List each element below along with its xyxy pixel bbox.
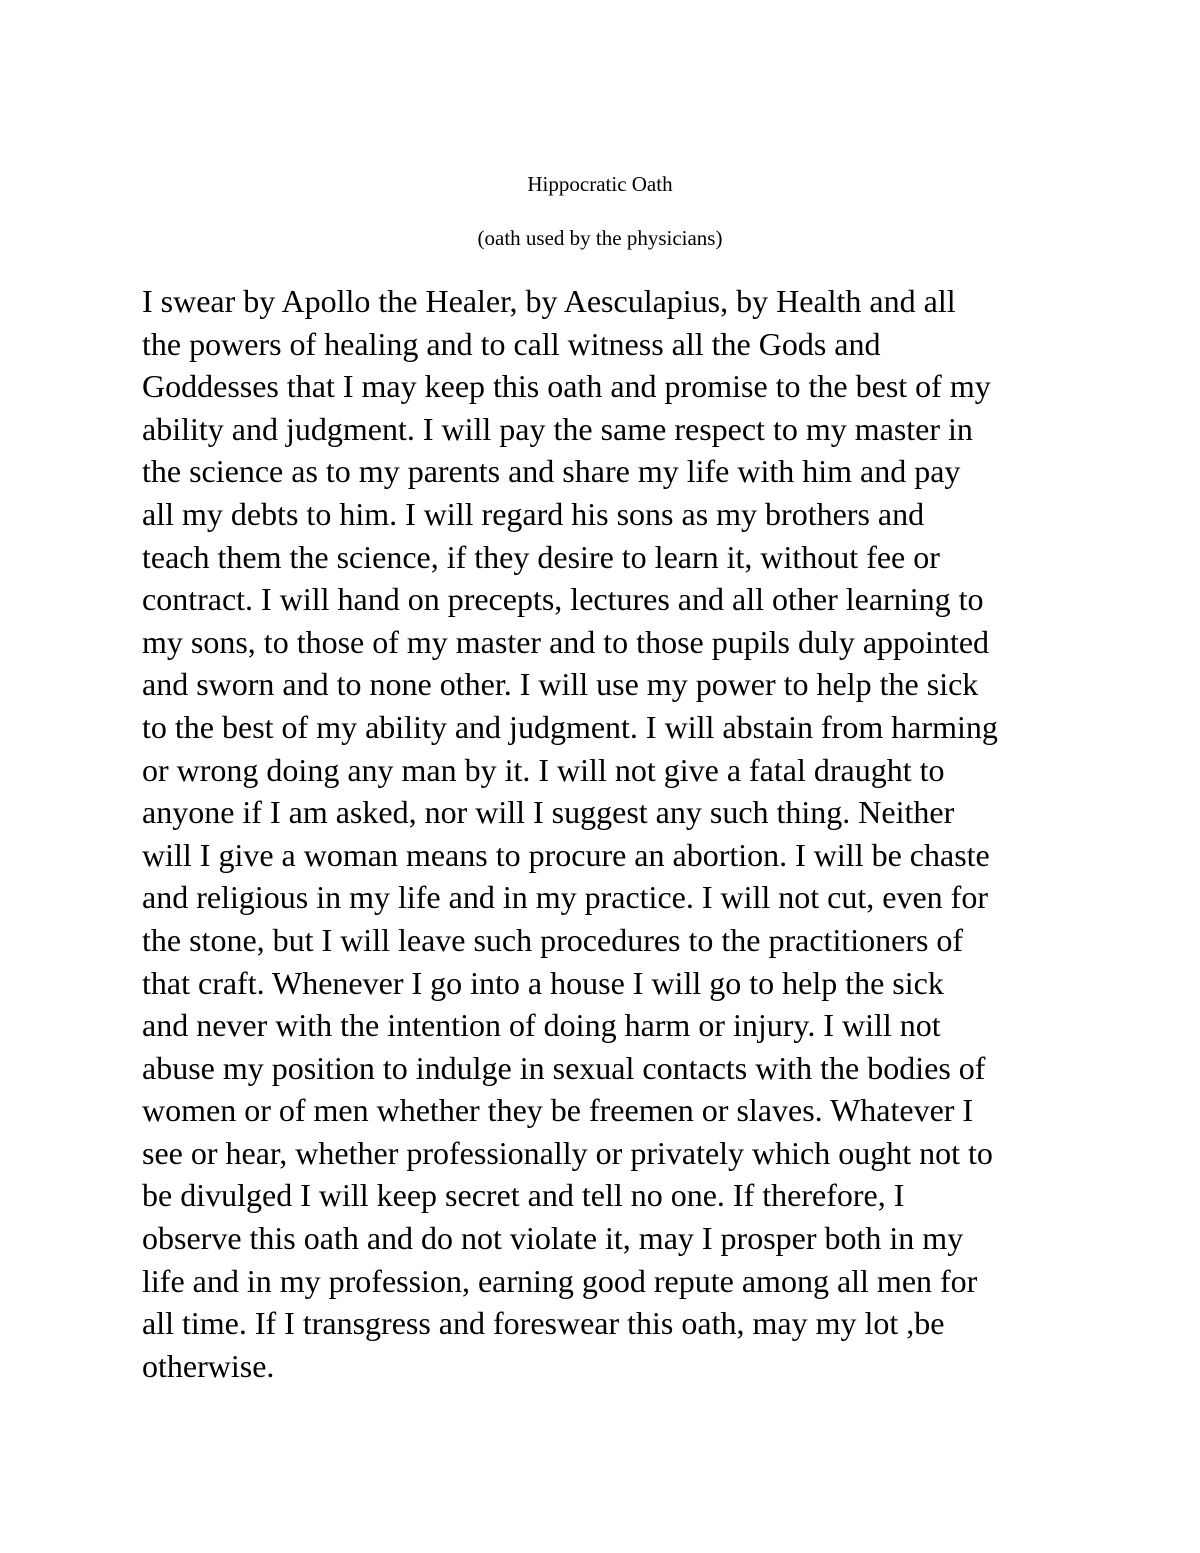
oath-line: will I give a woman means to procure an abortion. I will be chaste	[142, 836, 990, 873]
oath-line: that craft. Whenever I go into a house I will go to help the sick	[142, 964, 944, 1001]
oath-line: I swear by Apollo the Healer, by Aesculapius, by Health and all	[142, 283, 956, 319]
oath-line: the stone, but I will leave such procedures to the practitioners of	[142, 921, 964, 958]
oath-line: life and in my profession, earning good repute among all men for	[142, 1262, 978, 1299]
oath-line: my sons, to those of my master and to those pupils duly appointed	[142, 623, 990, 660]
oath-line: or wrong doing any man by it. I will not give a fatal draught to	[142, 751, 945, 788]
oath-line: teach them the science, if they desire to learn it, without fee or	[142, 538, 940, 575]
oath-line: be divulged I will keep secret and tell no one. If therefore, I	[142, 1177, 905, 1214]
oath-line: all my debts to him. I will regard his sons as my brothers and	[142, 495, 925, 532]
document-subtitle: (oath used by the physicians)	[477, 226, 723, 250]
oath-line: anyone if I am asked, nor will I suggest any such thing. Neither	[142, 794, 955, 831]
oath-line: and never with the intention of doing harm or injury. I will not	[142, 1007, 941, 1044]
oath-line: women or of men whether they be freemen or slaves. Whatever I	[142, 1092, 974, 1129]
oath-line: the powers of healing and to call witness all the Gods and	[142, 325, 881, 362]
oath-line: see or hear, whether professionally or privately which ought not to	[142, 1134, 993, 1171]
document-title: Hippocratic Oath	[527, 172, 673, 196]
oath-text	[142, 280, 1082, 1387]
oath-line: ability and judgment. I will pay the same respect to my master in	[142, 410, 973, 447]
oath-line: contract. I will hand on precepts, lectures and all other learning to	[142, 581, 984, 618]
oath-line: Goddesses that I may keep this oath and promise to the best of my	[142, 368, 991, 405]
oath-line: and religious in my life and in my practice. I will not cut, even for	[142, 879, 988, 916]
oath-line: and sworn and to none other. I will use my power to help the sick	[142, 666, 979, 703]
oath-line: the science as to my parents and share my life with him and pay	[142, 453, 961, 490]
oath-line: all time. If I transgress and foreswear this oath, may my lot ,be	[142, 1305, 945, 1342]
oath-line: observe this oath and do not violate it, may I prosper both in my	[142, 1220, 964, 1257]
oath-line: abuse my position to indulge in sexual contacts with the bodies of	[142, 1049, 986, 1086]
oath-line: to the best of my ability and judgment. I will abstain from harming	[142, 708, 998, 745]
oath-line: otherwise.	[142, 1347, 275, 1384]
